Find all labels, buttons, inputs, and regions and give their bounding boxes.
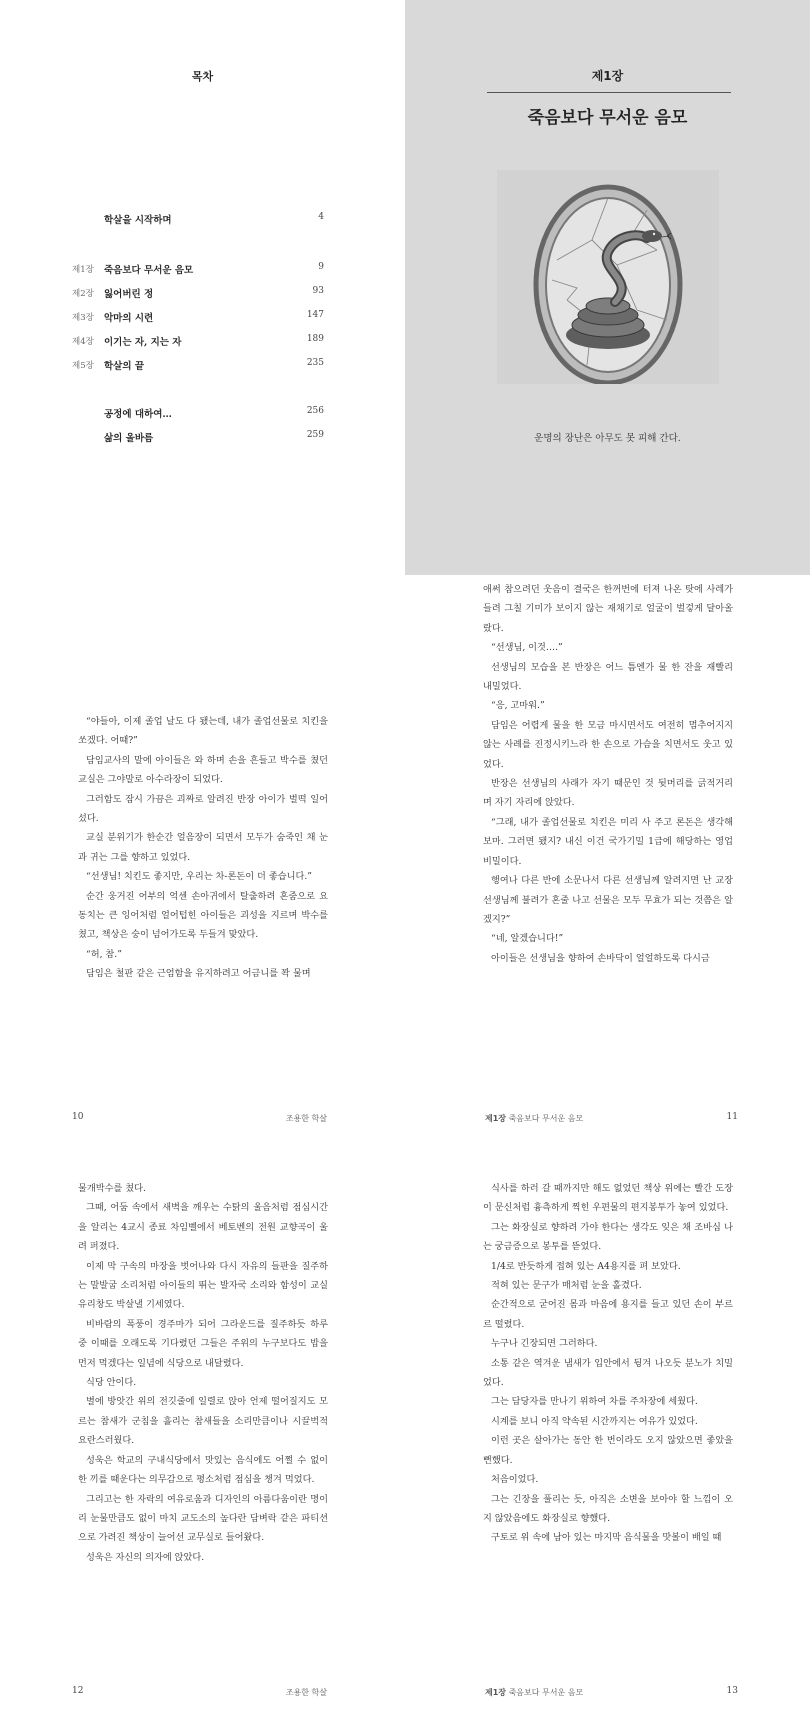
page-number: 12 (72, 1686, 84, 1696)
paragraph: 아이들은 선생님을 향하여 손바닥이 얼얼하도록 다시금 (491, 952, 710, 964)
paragraph: 물개박수를 쳤다. (78, 1183, 146, 1194)
paragraph: “그래, 내가 졸업선물로 치킨은 미리 사 주고 론돈은 생각해 보마. 그러면 됐지? 내신 이건 국가기밀 1급에 해당하는 영업비밀이다. (483, 816, 733, 867)
paragraph: 담임은 어렵게 물을 한 모금 마시면서도 여전히 멈추어지지 않는 사례를 진정시키느라 한 손으로 가슴을 치면서도 웃고 있었다. (483, 719, 733, 770)
paragraph: 식사를 하러 갈 때까지만 해도 없었던 책상 위에는 빨간 도장이 문신처럼 흉측하게 찍힌 우편물의 편지봉투가 놓여 있었다. (483, 1183, 733, 1214)
running-chapter: 제1장 (485, 1114, 507, 1123)
paragraph: “야들아, 이제 졸업 날도 다 됐는데, 내가 졸업선물로 치킨을 쏘겠다. 어때?” (78, 716, 328, 747)
toc-page-number: 93 (312, 286, 324, 296)
paragraph: 시계를 보니 아직 약속된 시간까지는 여유가 있었다. (491, 1415, 698, 1427)
body-text (483, 580, 733, 968)
toc-entry-title: 학살을 시작하며 (104, 215, 172, 226)
spread-toc-chapter (0, 0, 810, 575)
paragraph: 누구나 긴장되면 그러하다. (491, 1338, 598, 1350)
paragraph: “네, 알겠습니다!” (491, 933, 564, 945)
paragraph: 교실 분위기가 한순간 얼음장이 되면서 모두가 숨죽인 채 눈과 귀는 그를 향하고 있었다. (78, 832, 328, 863)
toc-page-number: 4 (318, 212, 324, 222)
toc-title: 목차 (191, 70, 214, 83)
toc-page-number: 189 (306, 334, 324, 344)
paragraph: “응, 고마워.” (491, 700, 545, 712)
toc-entry-title: 잃어버린 정 (104, 289, 154, 300)
toc-entry-title: 악마의 시련 (104, 313, 154, 324)
paragraph: 반장은 선생님의 사래가 자기 때문인 것 뒷머리를 긁적거리며 자기 자리에 앉았다. (483, 778, 733, 809)
paragraph: “허, 참.” (86, 948, 122, 960)
toc-entry[interactable] (72, 212, 324, 228)
page-10 (0, 575, 405, 1150)
toc-chapter-number: 제1장 (72, 265, 94, 275)
toc-entry[interactable] (72, 334, 324, 350)
toc-chapter-number: 제2장 (72, 289, 94, 299)
paragraph: 적혀 있는 문구가 매처럼 눈을 홀겼다. (491, 1280, 642, 1292)
toc-entry-title: 이기는 자, 지는 자 (104, 337, 182, 348)
spread-pages-10-11 (0, 575, 810, 1150)
paragraph: 이런 곳은 살아가는 동안 한 번이라도 오지 않았으면 좋았을 뻔했다. (483, 1435, 733, 1466)
toc-page-number: 147 (306, 310, 324, 320)
body-text (78, 712, 328, 984)
page-13 (405, 1150, 810, 1725)
paragraph: 순간적으로 굳어진 몸과 마음에 용지를 들고 있던 손이 부르르 떨렸다. (483, 1299, 733, 1330)
toc-entry[interactable] (72, 310, 324, 326)
chapter-epigraph: 운명의 장난은 아무도 못 피해 간다. (534, 433, 681, 444)
paragraph: 성욱은 학교의 구내식당에서 맛있는 음식에도 어쩔 수 없이 한 끼를 때운다는 의무감으로 평소처럼 점심을 챙겨 먹었다. (78, 1454, 328, 1486)
paragraph: 그는 긴장을 풀리는 듯, 아직은 소변을 보아야 할 느낌이 오지 않았음에도 화장실로 향했다. (483, 1493, 733, 1524)
toc-page-number: 235 (306, 358, 324, 368)
running-head: 조용한 학살 (285, 1114, 327, 1123)
running-chapter: 제1장 (485, 1688, 507, 1697)
paragraph: 비바람의 폭풍이 경주마가 되어 그라운드를 질주하듯 하루 중 이때를 오래도록 기다렸던 그들은 주위의 누구보다도 밥을 먼저 먹겠다는 일념에 식당으로 내달렸다. (78, 1318, 328, 1369)
page-12 (0, 1150, 405, 1725)
toc-entry-title: 공정에 대하여… (104, 409, 172, 420)
paragraph: 그는 화장실로 향하려 가야 한다는 생각도 잊은 채 조바심 나는 궁금증으로 봉투를 뜯었다. (483, 1221, 733, 1253)
paragraph: 성욱은 자신의 의자에 앉았다. (86, 1551, 205, 1563)
page-number: 10 (72, 1112, 84, 1122)
paragraph: 소통 같은 역겨운 냄새가 입안에서 뒹겨 나오듯 분노가 치밀었다. (483, 1357, 733, 1389)
paragraph: 그리고는 한 자락의 여유로움과 디자인의 아름다움이란 명이리 눈물만큼도 없이 마치 교도소의 높다란 담벼락 같은 파티션으로 가려진 책상이 늘어선 교무실로 들어왔다. (78, 1493, 328, 1544)
paragraph: 순간 웅거진 어부의 억센 손아귀에서 탈출하려 혼줌으로 요동치는 큰 잉어처럼 얼어텁힌 아이들은 괴성을 지르며 박수를 쳤고, 책상은 숭이 넘어가도록 두들겨 맞았다. (78, 890, 328, 941)
snake-mirror-illustration (497, 170, 719, 384)
toc-entry-title: 삶의 올바름 (104, 433, 154, 444)
toc-entry[interactable] (72, 286, 324, 302)
paragraph: “선생님! 치킨도 좋지만, 우리는 차-론돈이 더 좋습니다.” (86, 871, 312, 883)
paragraph: 이제 막 구속의 마장을 벗어나와 다시 자유의 들판을 질주하는 말발굽 소리처럼 아이들의 뛰는 발자국 소리와 함성이 교실 유리창도 박살낼 기세였다. (78, 1260, 328, 1311)
chapter-rule (487, 92, 731, 93)
toc-entry-title: 죽음보다 무서운 음모 (104, 265, 194, 276)
paragraph: 별에 방앗간 위의 전깃줄에 일렬로 앉아 언제 떨어질지도 모르는 참새가 군침을 흘리는 참새들을 소리만큼이나 시끌벅적 요란스러웠다. (78, 1396, 328, 1447)
paragraph: 그는 담당자를 만나기 위하여 차를 주차장에 세웠다. (491, 1396, 698, 1408)
page-number: 11 (726, 1112, 738, 1122)
toc-page-number: 259 (306, 430, 324, 440)
toc-entry[interactable] (72, 358, 324, 374)
paragraph: 애써 참으려던 웃음이 결국은 한꺼번에 터져 나온 탓에 사레가 들려 그칠 기미가 보이지 않는 재채기로 얼굴이 벌겋게 달아올랐다. (483, 584, 733, 634)
paragraph: 처음이었다. (491, 1474, 539, 1486)
toc-entry[interactable] (72, 430, 324, 446)
paragraph: “선생님, 이것….” (491, 642, 563, 654)
paragraph: 그때, 어둠 속에서 새벽을 깨우는 수탉의 울음처럼 점심시간을 알리는 4교시 종료 차임벨에서 베토벤의 전원 교향곡이 울려 퍼졌다. (78, 1202, 328, 1253)
toc-chapter-number: 제5장 (72, 361, 94, 371)
spread-pages-12-13 (0, 1150, 810, 1725)
toc-page (0, 0, 405, 575)
toc-page-number: 256 (306, 406, 324, 416)
toc-chapter-number: 제4장 (72, 337, 94, 347)
running-title: 죽음보다 무서운 음모 (508, 1688, 584, 1697)
paragraph: 그러함도 잠시 가끔은 괴짜로 알려진 반장 아이가 벌떡 일어섰다. (78, 793, 328, 825)
body-text (483, 1179, 733, 1548)
paragraph: 선생님의 모습을 본 반장은 어느 틈엔가 물 한 잔을 재빨리 내밀었다. (483, 661, 733, 693)
running-head (485, 1113, 583, 1124)
page-number: 13 (726, 1686, 738, 1696)
paragraph: 행여나 다른 반에 소문나서 다른 선생님께 알려지면 난 교장선생님께 불려가 혼줄 나고 선물은 모두 무효가 되는 것쯤은 알겠지?” (483, 875, 733, 925)
toc-page-number: 9 (318, 262, 324, 272)
paragraph: 1/4로 반듯하게 접혀 있는 A4용지를 펴 보았다. (491, 1260, 681, 1272)
toc-chapter-number: 제3장 (72, 313, 94, 323)
paragraph: 담임은 철판 같은 근엄함을 유지하려고 어금니를 꽉 물며 (86, 968, 311, 980)
running-head: 조용한 학살 (285, 1688, 327, 1697)
paragraph: 담임교사의 말에 아이들은 와 하며 손을 흔들고 박수를 쳤던 교실은 그야말로 아수라장이 되었다. (78, 754, 328, 786)
toc-entry[interactable] (72, 406, 324, 422)
snake-icon (497, 170, 719, 384)
running-head (485, 1687, 583, 1698)
chapter-opener-page (405, 0, 810, 575)
chapter-label: 제1장 (591, 69, 624, 83)
running-title: 죽음보다 무서운 음모 (508, 1114, 584, 1123)
toc-entry-title: 학살의 끝 (104, 361, 145, 372)
toc-entry[interactable] (72, 262, 324, 278)
paragraph: 구토로 위 속에 남아 있는 마지막 음식물을 맛볼이 배일 때 (491, 1532, 722, 1544)
chapter-title: 죽음보다 무서운 음모 (527, 108, 688, 128)
page-11 (405, 575, 810, 1150)
paragraph: 식당 안이다. (86, 1377, 137, 1389)
body-text (78, 1179, 328, 1567)
